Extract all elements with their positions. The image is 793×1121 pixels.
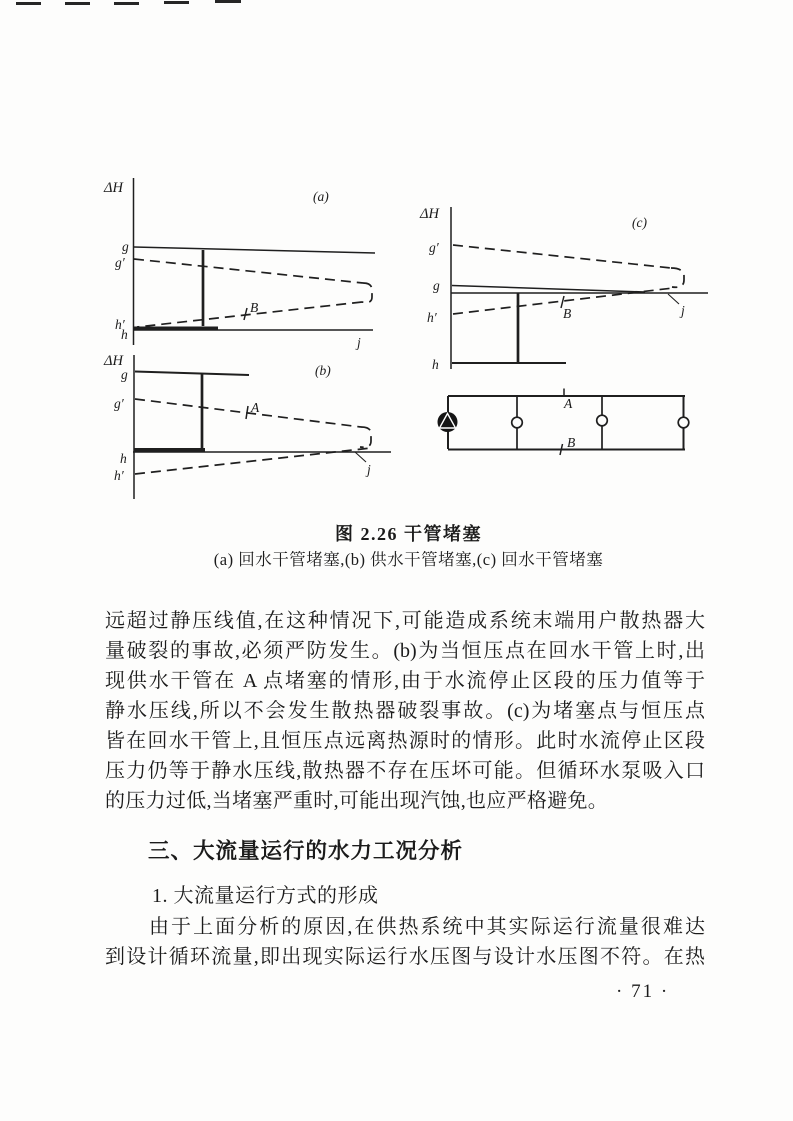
diagram-b xyxy=(103,353,391,499)
g-label: g xyxy=(121,367,128,382)
g-label: g xyxy=(122,239,129,254)
y-axis-label: ΔH xyxy=(420,206,439,222)
supply-pressure-line xyxy=(134,247,375,253)
j-label: j xyxy=(681,303,685,318)
figure-caption xyxy=(12,523,793,571)
diagram-tag: (b) xyxy=(315,363,331,378)
j-pointer xyxy=(668,294,679,304)
text-line: 压力仍等于静水压线,散热器不存在压坏可能。但循环水泵吸入口 xyxy=(105,760,705,782)
figure-2-26 xyxy=(0,0,793,520)
supply-point-label: A xyxy=(564,396,573,411)
h-prime-label: h′ xyxy=(114,468,124,483)
point-b-label: B xyxy=(250,300,259,315)
radiator-icon xyxy=(597,415,608,426)
point-b-label: B xyxy=(563,306,572,321)
j-label: j xyxy=(367,462,371,477)
text-line: 现供水干管在 A 点堵塞的情形,由于水流停止区段的压力值等于 xyxy=(105,670,705,692)
point-a-tick xyxy=(246,406,248,419)
h-prime-label: h′ xyxy=(115,317,125,332)
h-label: h xyxy=(121,327,128,342)
text-line: 量破裂的事故,必须严防发生。(b)为当恒压点在回水干管上时,出 xyxy=(105,640,705,662)
supply-dashed-line xyxy=(134,259,363,283)
paragraph-2 xyxy=(105,912,705,972)
text-line: 静水压线,所以不会发生散热器破裂事故。(c)为堵塞点与恒压点 xyxy=(105,700,705,722)
diagram-c xyxy=(419,206,708,372)
supply-pressure-line xyxy=(135,372,249,376)
g-label: g xyxy=(433,278,440,293)
text-line: 由于上面分析的原因,在供热系统中其实际运行流量很难达 xyxy=(149,916,705,938)
j-label: j xyxy=(357,335,361,350)
y-axis-label: ΔH xyxy=(104,353,123,369)
j-pointer xyxy=(355,452,366,462)
text-line: 皆在回水干管上,且恒压点远离热源时的情形。此时水流停止区段 xyxy=(105,730,705,752)
g-prime-label: g′ xyxy=(429,240,439,255)
diagram-tag: (c) xyxy=(632,215,647,230)
page-number: · 71 · xyxy=(616,981,670,1002)
end-bracket xyxy=(362,283,372,302)
text-line: 远超过静压线值,在这种情况下,可能造成系统末端用户散热器大 xyxy=(105,610,705,632)
h-label: h xyxy=(120,451,127,466)
h-label: h xyxy=(432,357,439,372)
return-point-label: B xyxy=(567,435,576,450)
end-bracket xyxy=(671,268,684,287)
supply-dashed-line xyxy=(135,399,361,427)
network-schematic xyxy=(438,389,689,456)
radiator-icon xyxy=(678,417,689,428)
subsection-heading: 1. 大流量运行方式的形成 xyxy=(152,885,379,907)
diagram-a xyxy=(103,178,375,350)
figure-caption-subtitle: (a) 回水干管堵塞,(b) 供水干管堵塞,(c) 回水干管堵塞 xyxy=(213,550,604,569)
supply-pressure-line xyxy=(452,286,645,293)
section-heading: 三、大流量运行的水力工况分析 xyxy=(148,839,464,863)
h-prime-label: h′ xyxy=(427,310,437,325)
g-prime-label: g′ xyxy=(115,255,125,270)
y-axis-label: ΔH xyxy=(104,180,123,196)
paragraph-1 xyxy=(105,606,705,816)
figure-caption-title: 图 2.26 干管堵塞 xyxy=(335,524,482,544)
point-a-label: A xyxy=(251,400,260,415)
supply-dashed-line xyxy=(453,245,671,268)
text-line: 的压力过低,当堵塞严重时,可能出现汽蚀,也应严格避免。 xyxy=(105,790,609,812)
end-bracket xyxy=(360,427,371,447)
radiator-icon xyxy=(512,417,523,428)
text-line: 到设计循环流量,即出现实际运行水压图与设计水压图不符。在热 xyxy=(105,946,705,968)
diagram-tag: (a) xyxy=(313,189,329,204)
g-prime-label: g′ xyxy=(114,396,124,411)
